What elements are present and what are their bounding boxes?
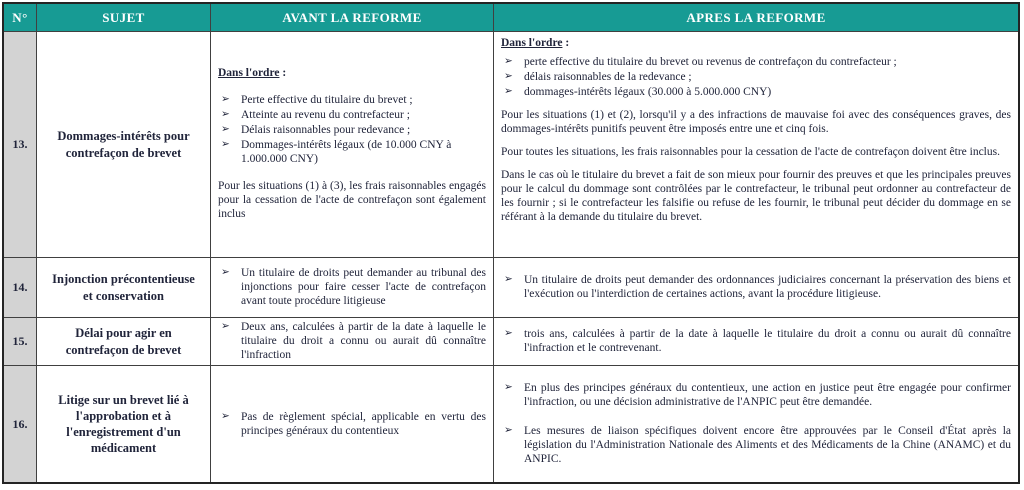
row-13-subject: Dommages-intérêts pour contrefaçon de brevet [37,32,211,258]
list-item-text: En plus des principes généraux du contentieux, une action en justice peut être engagée pour confirmer l'infraction, ou une décision administrative de l'ANPIC peut être demandée. [524,382,1011,408]
paragraph: Pour toutes les situations, les frais raisonnables pour la cessation de l'acte de contrefaçon doivent être inclus. [501,146,1000,158]
list-item [501,55,1011,69]
row-14-subject: Injonction précontentieuse et conservation [37,258,211,318]
row-13-apres-cell [494,32,1018,258]
arrow-bullet-icon: ➢ [504,382,513,393]
paragraph: Pour les situations (1) et (2), lorsqu'il y a des infractions de mauvaise foi avec des conséquences graves, des dommages-intérêts punitifs peuvent être imposés entre une et cinq fois. [501,109,1011,135]
header-num: N° [4,4,37,32]
row-16-number: 16. [4,366,37,482]
row-13-avant-cell [211,32,494,258]
list-item-text: Atteinte au revenu du contrefacteur ; [241,109,410,121]
arrow-bullet-icon: ➢ [504,328,513,339]
list-item [501,70,1011,84]
arrow-bullet-icon: ➢ [504,56,513,67]
list-item-text: délais raisonnables de la redevance ; [524,71,692,83]
row-15-number: 15. [4,318,37,366]
list-item-text: dommages-intérêts légaux (30.000 à 5.000.000 CNY) [524,86,772,98]
row-16-subject: Litige sur un brevet lié à l'approbation et à l'enregistrement d'un médicament [37,366,211,482]
list-item [501,85,1011,99]
row-16-apres-cell [494,366,1018,482]
header-avant-reforme: AVANT LA REFORME [211,4,494,32]
list-item [218,410,486,438]
bullet-list [501,55,1011,99]
list-item-text: Délais raisonnables pour redevance ; [241,124,411,136]
arrow-bullet-icon: ➢ [504,425,513,436]
list-item [218,123,486,137]
header-sujet: SUJET [37,4,211,32]
header-apres-reforme: APRES LA REFORME [494,4,1018,32]
row-15-apres-cell [494,318,1018,366]
list-item-text: Perte effective du titulaire du brevet ; [241,94,413,106]
bullet-list [218,93,486,166]
arrow-bullet-icon: ➢ [221,267,230,278]
list-item-text: Un titulaire de droits peut demander des ordonnances judiciaires concernant la préservation des biens et l'exécution ou l'interdiction de certaines actions, avant la procédure litigieuse. [524,274,1011,300]
list-item [218,108,486,122]
arrow-bullet-icon: ➢ [221,124,230,135]
arrow-bullet-icon: ➢ [221,94,230,105]
row-14-number: 14. [4,258,37,318]
list-item [218,138,486,166]
arrow-bullet-icon: ➢ [504,86,513,97]
row-15-subject: Délai pour agir en contrefaçon de brevet [37,318,211,366]
paragraph: Dans le cas où le titulaire du brevet a fait de son mieux pour fournir des preuves et que les principales preuves pour le calcul du dommage sont contrôlées par le contrefacteur, le tribunal peut ordonner au contrefacteur de les fournir ; si le contrefacteur les falsifie ou refuse de les fournir, le tribunal peut décider du dommage en se référant à la demande du titulaire du brevet. [501,169,1011,223]
list-item [218,320,486,362]
row-14-avant-cell [211,258,494,318]
list-item [218,266,486,308]
row-15-avant-cell [211,318,494,366]
list-item [501,424,1011,466]
row-13-number: 13. [4,32,37,258]
reform-comparison-table [2,2,1020,484]
list-item-text: Deux ans, calculées à partir de la date à laquelle le titulaire du droit a connu ou aurait dû connaître l'infraction [241,321,486,361]
order-intro-label: Dans l'ordre : [501,37,570,49]
list-item-text: Les mesures de liaison spécifiques doivent encore être approuvées par le Conseil d'État après la législation du l'Administration Nationale des Aliments et des Médicaments de la Chine (ANAMC) et du ANPIC. [524,425,1011,465]
list-item [501,273,1011,301]
arrow-bullet-icon: ➢ [221,109,230,120]
list-item [218,93,486,107]
list-item-text: trois ans, calculées à partir de la date à laquelle le titulaire du droit a connu ou aurait dû connaître l'infraction et le contrevenant. [524,328,1011,354]
list-item-text: Un titulaire de droits peut demander au tribunal des injonctions pour faire cesser l'acte de contrefaçon avant toute procédure litigieuse [241,267,486,307]
row-14-apres-cell [494,258,1018,318]
list-item-text: Dommages-intérêts légaux (de 10.000 CNY à 1.000.000 CNY) [241,139,452,165]
row-16-avant-cell [211,366,494,482]
arrow-bullet-icon: ➢ [504,71,513,82]
paragraph: Pour les situations (1) à (3), les frais raisonnables engagés pour la cessation de l'acte de contrefaçon sont également inclus [218,180,486,220]
arrow-bullet-icon: ➢ [221,139,230,150]
list-item [501,327,1011,355]
arrow-bullet-icon: ➢ [221,321,230,332]
arrow-bullet-icon: ➢ [504,274,513,285]
list-item [501,381,1011,409]
list-item-text: perte effective du titulaire du brevet ou revenus de contrefaçon du contrefacteur ; [524,56,897,68]
order-intro-label: Dans l'ordre : [218,67,287,79]
arrow-bullet-icon: ➢ [221,410,230,422]
list-item-text: Pas de règlement spécial, applicable en vertu des principes généraux du contentieux [241,410,486,437]
